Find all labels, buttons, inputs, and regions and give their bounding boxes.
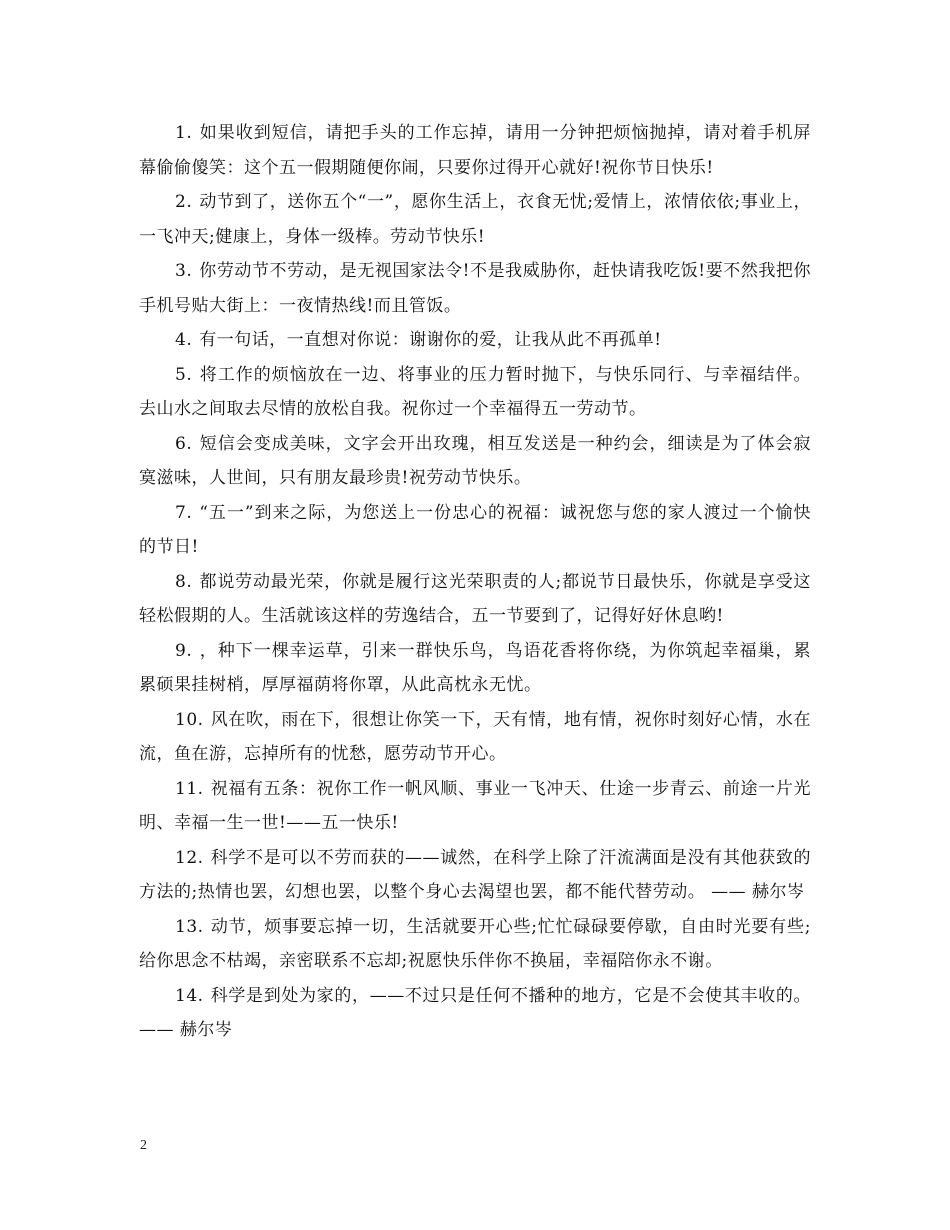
- paragraph-number: 10.: [175, 709, 204, 730]
- paragraph-number: 4.: [175, 330, 193, 350]
- paragraph-12: [139, 841, 811, 910]
- paragraph-text: 科学是到处为家的，——不过只是任何不播种的地方，它是不会使其丰收的。 —— 赫尔岑: [139, 985, 811, 1040]
- paragraph-14: [139, 979, 811, 1048]
- paragraph-number: 6.: [175, 433, 193, 454]
- paragraph-text: 如果收到短信，请把手头的工作忘掉，请用一分钟把烦恼抛掉，请对着手机屏幕偷偷傻笑：这个五一假期随便你闹，只要你过得开心就好!祝你节日快乐!: [139, 123, 811, 178]
- paragraph-number: 11.: [175, 778, 204, 799]
- paragraph-text: 将工作的烦恼放在一边、将事业的压力暂时抛下，与快乐同行、与幸福结伴。去山水之间取去尽情的放松自我。祝你过一个幸福得五一劳动节。: [139, 364, 811, 419]
- paragraph-4: [139, 323, 811, 358]
- paragraph-2: [139, 185, 811, 254]
- paragraph-text: ，种下一棵幸运草，引来一群快乐鸟，鸟语花香将你绕，为你筑起幸福巢，累累硕果挂树梢，厚厚福荫将你罩，从此高枕永无忧。: [139, 640, 811, 695]
- paragraph-7: [139, 496, 811, 565]
- paragraph-text: 风在吹，雨在下，很想让你笑一下，天有情，地有情，祝你时刻好心情，水在流，鱼在游，忘掉所有的忧愁，愿劳动节开心。: [139, 709, 811, 764]
- paragraph-1: [139, 116, 811, 185]
- paragraph-6: [139, 427, 811, 496]
- paragraph-number: 9.: [175, 640, 193, 661]
- paragraph-number: 14.: [175, 985, 204, 1006]
- paragraph-10: [139, 703, 811, 772]
- paragraph-number: 1.: [175, 123, 193, 143]
- paragraph-13: [139, 910, 811, 979]
- paragraph-text: 你劳动节不劳动，是无视国家法令!不是我威胁你，赶快请我吃饭!要不然我把你手机号贴大街上：一夜情热线!而且管饭。: [139, 261, 811, 316]
- paragraph-number: 5.: [175, 364, 193, 385]
- paragraph-text: 短信会变成美味，文字会开出玫瑰，相互发送是一种约会，细读是为了体会寂寞滋味，人世间，只有朋友最珍贵!祝劳动节快乐。: [139, 433, 811, 488]
- page-number: 2: [140, 1138, 147, 1153]
- paragraph-5: [139, 358, 811, 427]
- paragraph-number: 13.: [175, 916, 204, 937]
- paragraph-number: 12.: [175, 847, 204, 868]
- paragraph-text: 都说劳动最光荣，你就是履行这光荣职责的人;都说节日最快乐，你就是享受这轻松假期的人。生活就该这样的劳逸结合，五一节要到了，记得好好休息哟!: [139, 571, 811, 626]
- paragraph-8: [139, 565, 811, 634]
- paragraph-11: [139, 772, 811, 841]
- paragraph-9: [139, 634, 811, 703]
- paragraph-number: 2.: [175, 192, 193, 212]
- paragraph-text: 科学不是可以不劳而获的——诚然，在科学上除了汗流满面是没有其他获致的方法的;热情也罢，幻想也罢，以整个身心去渴望也罢，都不能代替劳动。 —— 赫尔岑: [139, 847, 811, 902]
- paragraph-text: 动节到了，送你五个“一”，愿你生活上，衣食无忧;爱情上，浓情依依;事业上，一飞冲天;健康上，身体一级棒。劳动节快乐!: [139, 192, 811, 247]
- document-body: [139, 116, 811, 1048]
- paragraph-3: [139, 254, 811, 323]
- paragraph-text: 动节，烦事要忘掉一切，生活就要开心些;忙忙碌碌要停歇，自由时光要有些;给你思念不枯竭，亲密联系不忘却;祝愿快乐伴你不换届，幸福陪你永不谢。: [139, 916, 811, 971]
- paragraph-text: 有一句话，一直想对你说：谢谢你的爱，让我从此不再孤单!: [199, 330, 662, 350]
- paragraph-text: 祝福有五条：祝你工作一帆风顺、事业一飞冲天、仕途一步青云、前途一片光明、幸福一生一世!——五一快乐!: [139, 778, 811, 833]
- paragraph-number: 3.: [175, 261, 193, 281]
- paragraph-number: 7.: [175, 502, 193, 523]
- paragraph-number: 8.: [175, 571, 193, 592]
- paragraph-text: “五一”到来之际，为您送上一份忠心的祝福：诚祝您与您的家人渡过一个愉快的节日!: [139, 502, 811, 557]
